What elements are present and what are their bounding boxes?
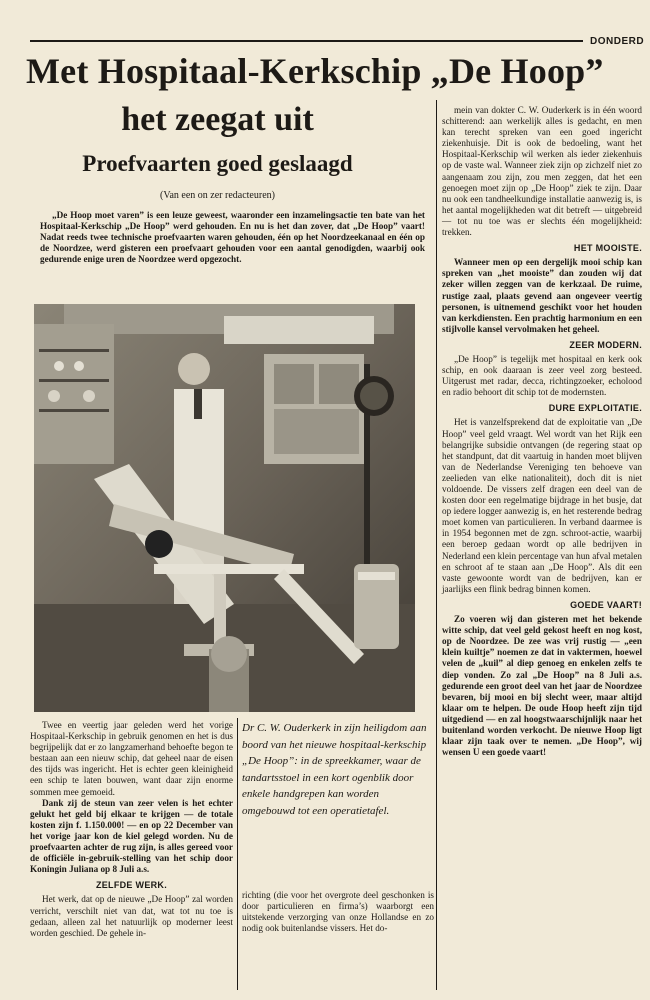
left-p1: Twee en veertig jaar geleden werd het vorige Hospitaal-Kerkschip in gebruik genomen en het is dus begrijpelijk dat er zo langzamerhand behoefte begon te bestaan aan een nieuw schip, dat geheel naar de eisen des tijds was ingericht. Het is echter geen kleinigheid een schip te laten bouwen, want daar zijn enorme sommen mee gemoeid.: [30, 720, 233, 797]
side-goede-vaart: Zo voeren wij dan gisteren met het bekende witte schip, dat veel geld gekost heeft en nog kost, op de Noordzee. De zee was vrij rustig — „een klein kuiltje” noemen ze dat in vaktermen, hoewel velen de „kuil” al diep genoeg en enkelen zelfs te diep vonden. Zo zal „De Hoop” na 8 Juli a.s. gedurende een groot deel van het jaar de Noordzee bevaren, bij mooi en bij slecht weer, maar altijd klaar om te helpen. De oude Hoop heeft zijn tijd uitgediend — en zal hoogstwaarschijnlijk naar het buitenland worden verkocht. De nieuwe Hoop ligt klaar zijn taak over te nemen. „De Hoop”, wij wensen U een goede vaart!: [442, 614, 642, 758]
lead-paragraph: [40, 210, 425, 265]
side-exploitatie: Het is vanzelfsprekend dat de exploitatie van „De Hoop” veel geld vraagt. Wel wordt van het Rijk een belangrijke subsidie ontvangen (de regering staat op het standpunt, dat dit vaartuig in handen moet blijven van de Nederlandse Vereniging ten behoeve van zeelieden van elke nationaliteit), doch dit is niet voldoende. De vissers zelf dragen een deel van de kosten door een regelmatige bijdrage in het busje, dat op iedere logger aanwezig is, en het resterende bedrag moet komen van particulieren. In verband daarmee is in 1954 begonnen met de zgn. schroot-actie, waarbij een beroep gedaan wordt op alle bedrijven in Nederland een klein percentage van hun afval metalen en schroot af te staan aan „De Hoop”. Als dit een vaste gewoonte wordt van de bedrijven, kan er jaarlijks een flink bedrag binnen komen.: [442, 417, 642, 594]
side-modern: „De Hoop” is tegelijk met hospitaal en kerk ook schip, en ook daaraan is zeer veel zorg besteed. Uitgerust met radar, decca, richtingzoeker, echolood en radio behoort dit schip tot de modernsten.: [442, 353, 642, 398]
subhead-zelfde-werk: ZELFDE WERK.: [95, 880, 168, 891]
subhead-exploitatie: DURE EXPLOITATIE.: [548, 403, 642, 414]
bottom-mid-column: [242, 890, 434, 934]
photo-dental-room: [34, 304, 415, 712]
header-day: DONDERD: [590, 36, 645, 47]
column-divider-right: [436, 100, 437, 990]
lead-text: „De Hoop moet varen” is een leuze geweest, waaronder een inzamelingsactie ten bate van het Hospitaal-Kerkschip „De Hoop” werd gehouden. En nu is het dan zover, dat „De Hoop” vaart! Nadat reeds twee technische proefvaarten waren gehouden, één op het Noordzeekanaal en één op de Noordzee, werd gisteren een proefvaart gehouden voor een aantal genodigden, waarbij ook gedurende enige uren de Noordzee werd opgezocht.: [40, 210, 425, 265]
bottom-left-column: [30, 720, 233, 939]
headline-second: het zeegat uit: [121, 101, 314, 138]
top-rule: [30, 40, 583, 42]
photo-illustration: [34, 304, 415, 712]
mid-p1: richting (die voor het overgrote deel geschonken is door particulieren en firma’s) waarborgt een uitstekende verzorging van onze Hollandse en zo nodig ook buitenlandse vissers. Het do-: [242, 890, 434, 934]
side-intro: mein van dokter C. W. Ouderkerk is in één woord schitterend: aan werkelijk alles is gedacht, en men kan terecht spreken van een goed ingericht ziekenhuisje. Dit is ook de bedoeling, want het Hospitaal-Kerkschip wil werken als ieder ziekenhuis op de vaste wal. Wanneer ziek zijn op zichzelf niet zo aangenaam zou zijn, zou men zeggen, dat het een genoegen moet zijn op „De Hoop” ziek te zijn. Daar nu ook een tandheelkundige installatie aanwezig is, is het aantal mogelijkheden wat dit betreft — uitgebreid — tot nu toe was er slechts één mogelijkheid: trekken.: [442, 105, 642, 238]
left-p2: Dank zij de steun van zeer velen is het echter gelukt het geld bij elkaar te krijgen — de totale kosten zijn f. 1.150.000! — en op 22 December van het vorige jaar kon de kiel gelegd worden. Nu de proefvaarten achter de rug zijn, is alles gereed voor de officiële in-gebruik-stelling van het schip door Koningin Juliana op 8 Juli a.s.: [30, 797, 233, 875]
side-column: [442, 105, 642, 762]
left-p3: Het werk, dat op de nieuwe „De Hoop” zal worden verricht, verschilt niet van dat, wat tot nu toe is gedaan, alleen zal het natuurlijk op moderner leest worden geschied. De gehele in-: [30, 894, 233, 938]
headline-main: Met Hospitaal-Kerkschip „De Hoop”: [26, 51, 604, 91]
subhead-goede-vaart: GOEDE VAART!: [570, 599, 642, 610]
byline: (Van een on zer redacteuren): [160, 190, 275, 201]
column-divider-bottom: [237, 718, 238, 990]
subhead-mooiste: HET MOOISTE.: [573, 243, 642, 254]
headline-sub: Proefvaarten goed geslaagd: [82, 151, 353, 176]
subhead-modern: ZEER MODERN.: [569, 339, 642, 350]
side-mooiste: Wanneer men op een dergelijk mooi schip kan spreken van „het mooiste” dan zouden wij dat zeker willen zeggen van de kerkzaal. De ruime, rustige zaal, plaats gevend aan ongeveer veertig personen, is uitnemend geschikt voor het houden van kerkdiensten. Een prachtig harmonium en een stijlvolle kansel vervolmaken het geheel.: [442, 257, 642, 334]
photo-caption: Dr C. W. Ouderkerk in zijn heiligdom aan boord van het nieuwe hospitaal-kerkschip „De Hoop”: in de spreekkamer, waar de tandartsstoel in een kort ogenblik door enkele handgrepen kan worden omgebouwd tot een operatietafel.: [242, 722, 427, 817]
